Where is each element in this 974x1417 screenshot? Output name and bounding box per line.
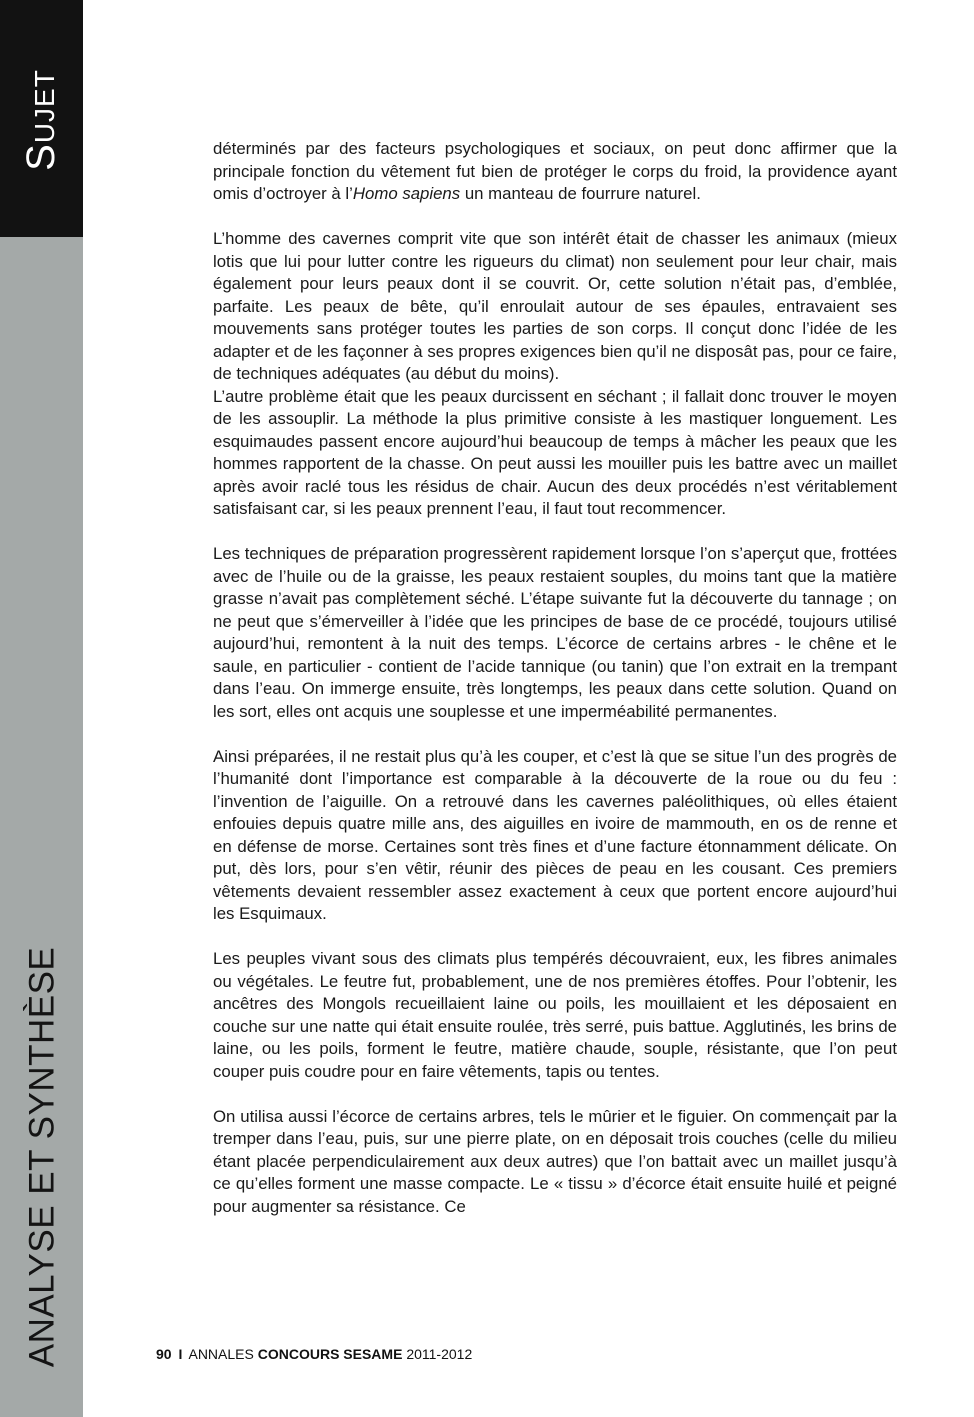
- article-body: [213, 138, 897, 1241]
- page-footer: [156, 1345, 472, 1363]
- paragraph-1-italic: Homo sapiens: [352, 184, 461, 203]
- paragraph-1-start: déterminés par des facteurs psychologiques et sociaux, on peut donc affirmer que la principale fonction du vêtement fut bien de protéger le corps du froid, la providence ayant omis d’octroyer à l’: [213, 139, 897, 203]
- paragraph-5: Ainsi préparées, il ne restait plus qu’à les couper, et c’est là que se situe l’un des progrès de l’humanité dont l’importance est comparable à la découverte de la roue ou du feu : l’invention de l’aiguille. On a retrouvé dans les cavernes paléolithiques, où elles étaient enfouies depuis quatre mille ans, des aiguilles en ivoire de mammouth, en os de renne et en défense de morse. Certaines sont très fines et d’une facture étonnamment délicate. On put, dès lors, pour s’en vêtir, réunir des pièces de peau en les cousant. Ces premiers vêtements devaient ressembler assez exactement à ceux que portent encore aujourd’hui les Esquimaux.: [213, 746, 897, 923]
- page-number: 90: [156, 1346, 172, 1362]
- paragraph-4: Les techniques de préparation progressèrent rapidement lorsque l’on s’aperçut que, frottées avec de l’huile ou de la graisse, les peaux restaient souples, du moins tant que la matière grasse n’avait pas complètement séché. L’étape suivante fut la découverte du tannage ; on ne peut que s’émerveiller à l’idée que les principes de base de ce procédé, toujours utilisé aujourd’hui, remontent à la nuit des temps. L’écorce de certains arbres - le chêne et le saule, en particulier - contient de l’acide tannique (ou tanin) que l’on extrait en la trempant dans l’eau. On immerge ensuite, très longtemps, les peaux dans cette solution. Quand on les sort, elles ont acquis une souplesse et une imperméabilité permanentes.: [213, 544, 897, 721]
- footer-annales: ANNALES: [188, 1346, 254, 1362]
- section-label-text: ANALYSE ET SYNTHÈSE: [22, 946, 62, 1368]
- paragraph-6: Les peuples vivant sous des climats plus tempérés découvraient, eux, les fibres animales ou végétales. Le feutre fut, probablement, une de nos premières étoffes. Pour l’obtenir, les ancêtres des Mongols recueillaient laine ou poils, les mouillaient et les déposaient en couche sur une natte qui était ensuite roulée, très serré, puis battue. Agglutinés, les brins de laine, ou les poils, forment le feutre, matière chaude, souple, résistante, que l’on peut couper puis coudre pour en faire vêtements, tapis ou tentes.: [213, 949, 897, 1081]
- paragraph-7: On utilisa aussi l’écorce de certains arbres, tels le mûrier et le figuier. On commençait par la tremper dans l’eau, puis, sur une pierre plate, on en déposait trois couches (celle du milieu étant placée perpendiculairement aux deux autres) que l’on battait avec un maillet jusqu’à ce qu’elles forment une masse compacte. Le « tissu » d’écorce était ensuite huilé et peigné pour augmenter sa résistance. Ce: [213, 1106, 897, 1216]
- paragraph-1-end: un manteau de fourrure naturel.: [460, 184, 701, 203]
- paragraph-1: [213, 138, 897, 206]
- sujet-label-text: Sujet: [19, 69, 63, 171]
- section-label: [22, 946, 62, 1368]
- sujet-label: [21, 69, 61, 171]
- footer-separator: I: [178, 1346, 183, 1362]
- footer-brand: CONCOURS SESAME: [257, 1346, 403, 1362]
- paragraph-3: L’autre problème était que les peaux durcissent en séchant ; il fallait donc trouver le moyen de les assouplir. La méthode la plus primitive consiste à les mastiquer longuement. Les esquimaudes passent encore aujourd’hui beaucoup de temps à mâcher les peaux que les hommes rapportent de la chasse. On peut aussi les mouiller puis les battre avec un maillet après avoir raclé tous les résidus de chair. Aucun des deux procédés n’est véritablement satisfaisant car, si les peaux prennent l’eau, il faut tout recommencer.: [213, 386, 897, 518]
- paragraph-2: L’homme des cavernes comprit vite que son intérêt était de chasser les animaux (mieux lotis que lui pour lutter contre les rigueurs du climat) non seulement pour leur chair, mais également pour leurs peaux dont il se couvrit. Or, cette solution n’était pas, d’emblée, parfaite. Les peaux de bête, qu’il enroulait autour de ses épaules, entravaient ses mouvements sans protéger toutes les parties de son corps. Il conçut donc l’idée de les adapter et de les façonner à ses propres exigences bien qu’il ne disposât pas, pour ce faire, de techniques adéquates (au début du moins).: [213, 229, 897, 383]
- footer-years: 2011-2012: [406, 1346, 473, 1362]
